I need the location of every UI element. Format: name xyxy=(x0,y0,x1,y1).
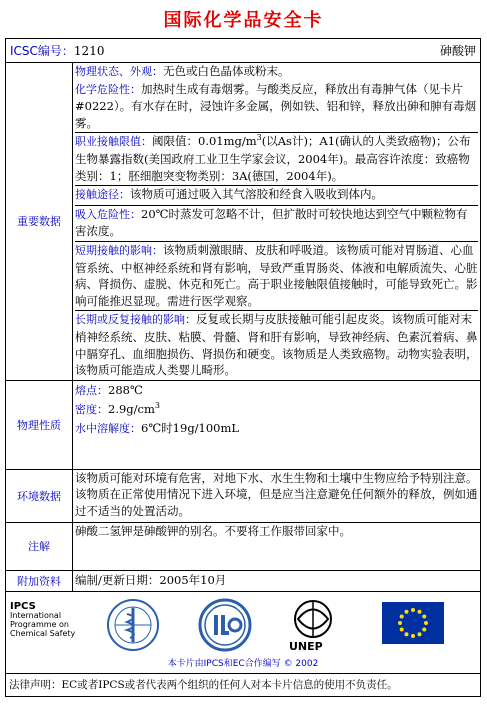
section-additional: 附加资料 编制/更新日期：2005年10月 xyxy=(6,570,480,591)
section-label-important: 重要数据 xyxy=(6,63,73,380)
section-label-additional: 附加资料 xyxy=(6,571,73,591)
unep-label: UNEP xyxy=(289,639,323,653)
section-label-physical: 物理性质 xyxy=(6,381,73,469)
icsc-number: ICSC编号：1210 xyxy=(10,44,105,58)
block-exposure-limits: 职业接触限值：阈限值：$0.01mg/m^3$(以As计)；A1(确认的人类致癌物)；公布生物暴露指数(美国政府工业卫生学家会议，2004年)。最高容许浓度：致癌物类别：1；胚细胞突变物类别：3A(德国，2004年)。 xyxy=(75,133,478,186)
card-frame xyxy=(5,38,481,697)
who-emblem-icon xyxy=(106,598,160,652)
block-route: 接触途径：该物质可通过吸入其气溶胶和经食入吸收到体内。 xyxy=(75,186,478,206)
section-notes: 注解 砷酸二氢钾是砷酸钾的别名。不要将工作服带回家中。 xyxy=(6,522,480,570)
card-header xyxy=(6,39,480,63)
section-label-environment: 环境数据 xyxy=(6,470,73,522)
eu-flag-icon xyxy=(382,602,444,644)
ipcs-logo: IPCS International Programme on Chemical Safety xyxy=(10,600,76,638)
credit-line: 本卡片由IPCS和EC合作编写 © 2002 xyxy=(167,658,319,669)
section-label-notes: 注解 xyxy=(6,523,73,570)
section-environment: 环境数据 该物质可能对环境有危害，对地下水、水生生物和土壤中生物应给予特别注意。该物质在正常使用情况下进入环境，但是应当注意避免任何额外的释放，例如通过不适当的处置活动。 xyxy=(6,469,480,522)
block-long-term: 长期或反复接触的影响：反复或长期与皮肤接触可能引起皮炎。该物质可能对末梢神经系统、皮肤、粘膜、骨髓、肾和肝有影响，导致神经病、色素沉着病、鼻中膈穿孔、血细胞损伤、肾损伤和硬变。该物质是人类致癌物。动物实验表明，该物质可能造成人类婴儿畸形。 xyxy=(75,312,478,378)
block-inhalation: 吸入危险性：20℃时蒸发可忽略不计，但扩散时可较快地达到空气中颗粒物有害浓度。 xyxy=(75,206,478,242)
card-title: 国际化学品安全卡 xyxy=(163,10,324,31)
footer-logos xyxy=(6,591,480,673)
unep-emblem-icon xyxy=(290,598,336,644)
legal-statement: 法律声明： EC或者IPCS或者代表两个组织的任何人对本卡片信息的使用不负责任。 xyxy=(6,673,480,696)
section-important xyxy=(6,63,480,380)
block-physical-chemical: 物理状态、外观：无色或白色晶体或粉末。 化学危险性：加热时生成有毒烟雾。与酸类反应，释放出有毒胂气体（见卡片#0222）。有水存在时，浸蚀许多金属，例如铁、铝和锌，释放出砷和胂有毒烟雾。 xyxy=(75,63,478,133)
chemical-name: 砷酸钾 xyxy=(439,44,476,58)
section-physical-properties: 物理性质 熔点：288℃ 密度：$2.9g/cm^3$ 水中溶解度：6℃时19g/100mL xyxy=(6,380,480,469)
block-short-term: 短期接触的影响：该物质刺激眼睛、皮肤和呼吸道。该物质可能对胃肠道、心血管系统、中枢神经系统和肾有影响，导致严重胃肠炎、体液和电解质流失、心脏病、肾损伤、虚脱、休克和死亡。高于职业接触限值接触时，可能导致死亡。影响可能推迟显现。需进行医学观察。 xyxy=(75,242,478,311)
ilo-emblem-icon xyxy=(198,598,252,652)
